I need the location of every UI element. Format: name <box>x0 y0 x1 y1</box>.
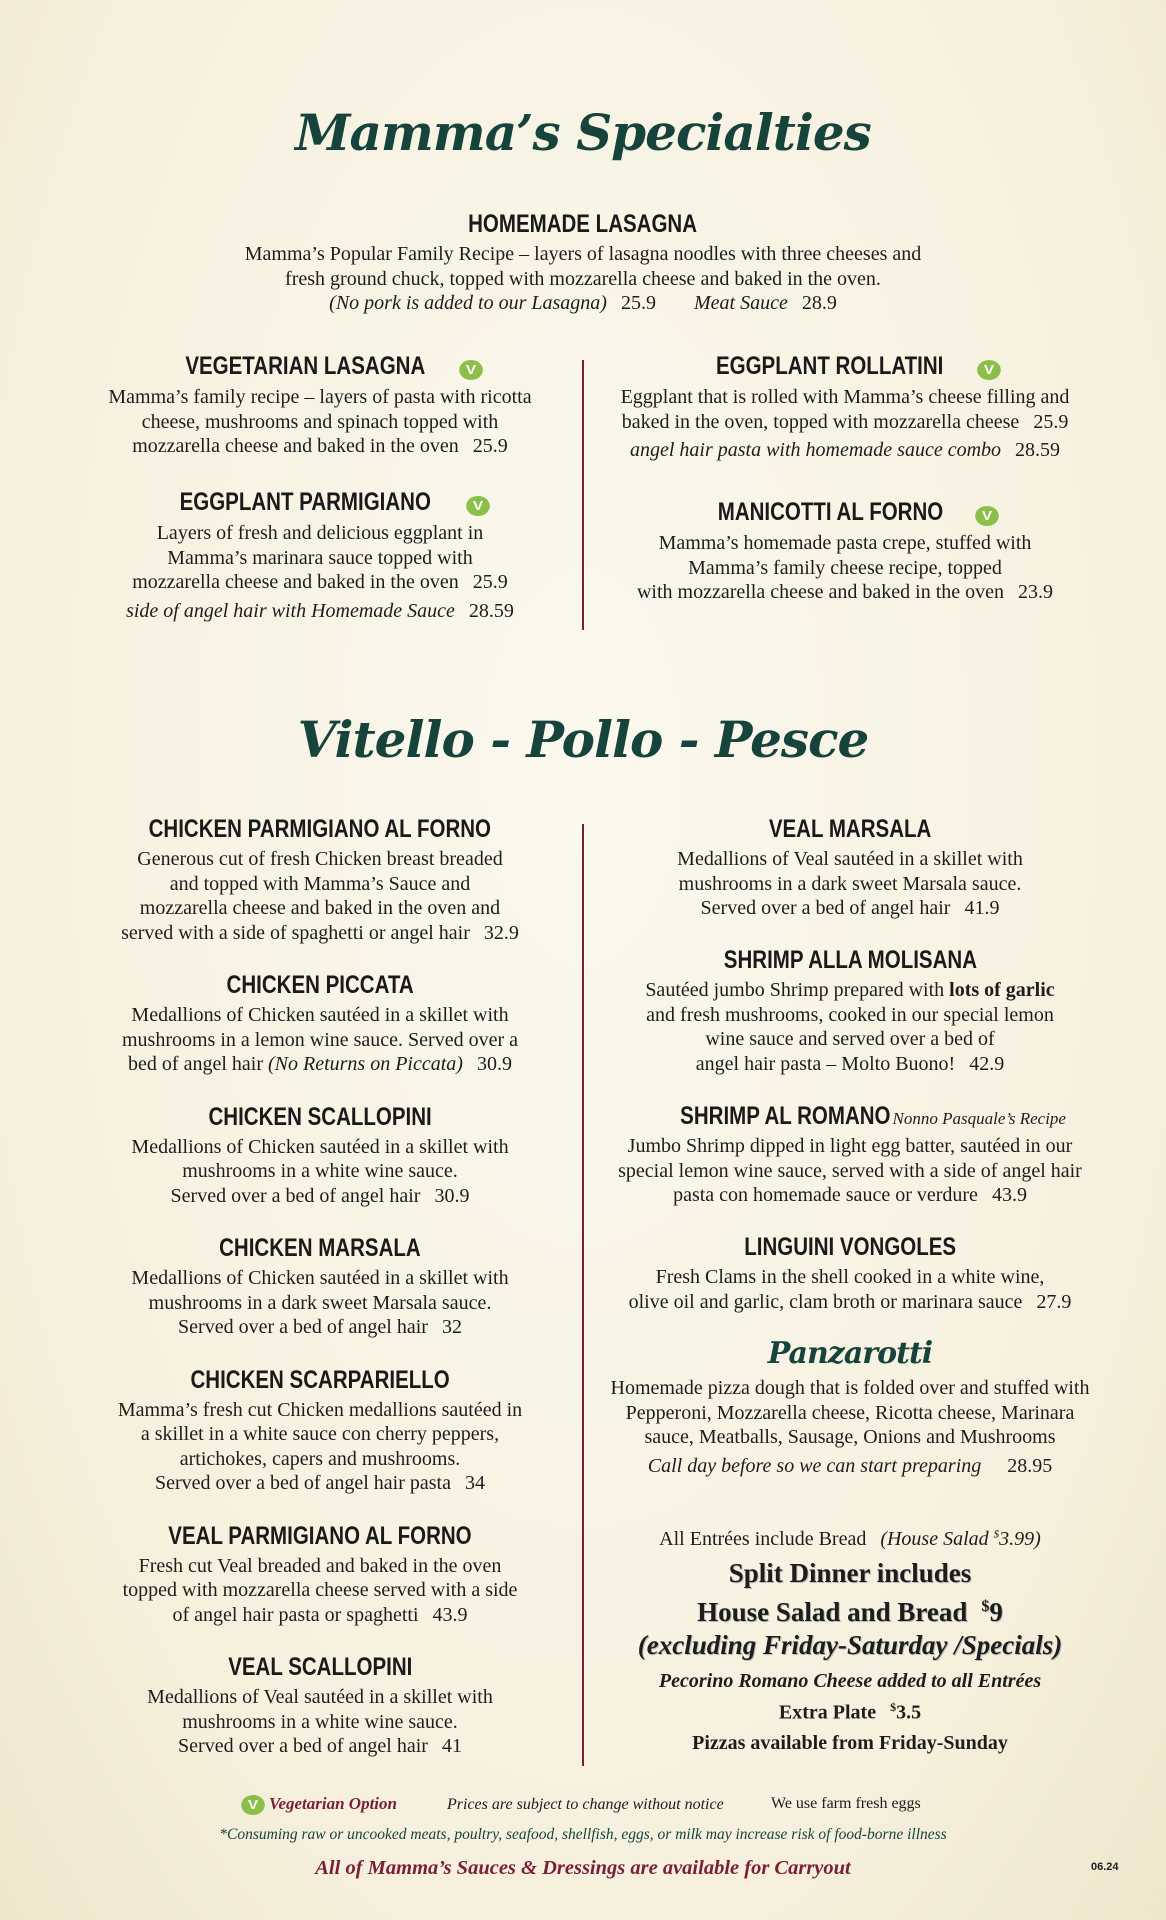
dish-name: SHRIMP ALLA MOLISANA <box>723 946 977 974</box>
menu-item <box>90 1366 550 1496</box>
dish-name: EGGPLANT ROLLATINI <box>716 352 944 380</box>
menu-item-shrimp-alla-molisana <box>608 946 1092 1076</box>
dish-description: Medallions of Chicken sautéed in a skillet with mushrooms in a white wine sauce. Served over a bed of angel hair 30.9 <box>131 1135 509 1207</box>
price: 25.9 <box>472 435 508 457</box>
dish-name: SHRIMP AL ROMANO <box>680 1102 891 1130</box>
dish-description: Medallions of Chicken sautéed in a skillet with mushrooms in a dark sweet Marsala sauce. Served over a bed of angel hair 32 <box>131 1267 509 1338</box>
vegetarian-icon: V <box>241 1795 265 1815</box>
price: 42.9 <box>969 1052 1005 1075</box>
dish-description: Medallions of Veal sautéed in a skillet with mushrooms in a white wine sauce. Served over a bed of angel hair 41 <box>147 1686 493 1757</box>
price: 34 <box>465 1472 485 1494</box>
menu-item-linguini-vongoles <box>608 1233 1092 1314</box>
date-code: 06.24 <box>1091 1861 1119 1873</box>
menu-item <box>90 1653 550 1759</box>
dish-name: MANICOTTI AL FORNO <box>717 498 943 526</box>
extra-plate: Extra Plate $3.5 <box>778 1700 922 1724</box>
price: 23.9 <box>1018 581 1054 603</box>
dish-name: CHICKEN MARSALA <box>219 1234 421 1262</box>
price: 43.9 <box>432 1603 468 1626</box>
column-divider <box>582 360 584 630</box>
vegetarian-icon: V <box>466 496 490 516</box>
menu-item-homemade-lasagna <box>183 210 983 316</box>
menu-item-shrimp-al-romano <box>608 1102 1092 1208</box>
menu-item-manicotti-al-forno <box>600 498 1090 605</box>
dish-description: Layers of fresh and delicious eggplant in Mamma’s marinara sauce topped with mozzarella cheese and baked in the oven 25.9 side of angel hair with Homemade Sauce 28.59 <box>126 522 514 622</box>
section-title-vitello-pollo-pesce: Vitello - Pollo - Pesce <box>297 710 869 769</box>
menu-item <box>90 815 550 945</box>
dish-name: CHICKEN PICCATA <box>226 971 414 999</box>
food-safety-warning: *Consuming raw or uncooked meats, poultry, seafood, shellfish, eggs, or milk may increase risk of food-borne illness <box>219 1826 947 1843</box>
price: 30.9 <box>434 1184 470 1207</box>
vegetarian-legend-label: Vegetarian Option <box>269 1794 397 1813</box>
price: 28.59 <box>468 599 514 622</box>
eggs-note: We use farm fresh eggs <box>771 1795 921 1812</box>
panzarotti-title: Panzarotti <box>767 1336 933 1371</box>
column-divider <box>582 824 584 1766</box>
dish-description: Fresh cut Veal breaded and baked in the oven topped with mozzarella cheese served with a side of angel hair pasta or spaghetti 43.9 <box>122 1554 518 1626</box>
section-title-specialties: Mamma’s Specialties <box>295 103 871 162</box>
dish-description: Generous cut of fresh Chicken breast breaded and topped with Mamma’s Sauce and mozzarella cheese and baked in the oven and served with a side of spaghetti or angel hair 32.9 <box>121 848 519 944</box>
price: 41.9 <box>964 897 1000 919</box>
price: 30.9 <box>476 1053 512 1075</box>
vegetarian-legend <box>243 1794 397 1815</box>
dish-description: Sautéed jumbo Shrimp prepared with lots of garlic and fresh mushrooms, cooked in our special lemon wine sauce and served over a bed of angel hair pasta – Molto Buono! 42.9 <box>645 979 1055 1075</box>
dish-description: Eggplant that is rolled with Mamma’s cheese filling and baked in the oven, topped with mozzarella cheese 25.9 angel hair pasta with homemade sauce combo 28.59 <box>620 386 1070 461</box>
dish-name: CHICKEN SCARPARIELLO <box>190 1365 450 1394</box>
menu-item <box>90 1522 550 1628</box>
dish-name: CHICKEN PARMIGIANO AL FORNO <box>148 815 492 843</box>
dish-name: CHICKEN SCALLOPINI <box>208 1102 432 1131</box>
dish-name: HOMEMADE LASAGNA <box>468 210 698 238</box>
menu-item <box>90 1103 550 1209</box>
menu-item-panzarotti <box>608 1336 1092 1478</box>
entree-info <box>608 1528 1092 1755</box>
vegetarian-icon: V <box>977 360 1001 380</box>
dish-name: LINGUINI VONGOLES <box>744 1233 956 1261</box>
dish-name: VEAL MARSALA <box>768 815 932 843</box>
menu-item <box>90 971 550 1077</box>
vegetarian-icon: V <box>459 360 483 380</box>
price: 41 <box>441 1735 462 1757</box>
pizza-note: Pizzas available from Friday-Sunday <box>692 1731 1008 1754</box>
dish-description: Mamma’s homemade pasta crepe, stuffed with Mamma’s family cheese recipe, topped with mozzarella cheese and baked in the oven 23.9 <box>636 532 1054 603</box>
prices-note: Prices are subject to change without notice <box>447 1796 724 1813</box>
price: 25.9 <box>472 571 508 593</box>
dish-description: Homemade pizza dough that is folded over and stuffed with Pepperoni, Mozzarella cheese, Ricotta cheese, Marinara sauce, Meatballs, Sausage, Onions and Mushrooms Call day before so we can start preparing 28.95 <box>610 1377 1090 1477</box>
menu-item <box>90 1234 550 1340</box>
menu-item-eggplant-rollatini <box>600 352 1090 463</box>
dish-description: Medallions of Veal sautéed in a skillet with mushrooms in a dark sweet Marsala sauce. Served over a bed of angel hair 41.9 <box>677 848 1023 919</box>
price: 32.9 <box>483 921 519 944</box>
price: 32 <box>441 1316 462 1338</box>
bread-note: All Entrées include Bread (House Salad $3.99) <box>659 1528 1041 1550</box>
dish-name: VEGETARIAN LASAGNA <box>185 352 425 380</box>
menu-item-eggplant-parmigiano <box>95 488 545 623</box>
price: 28.59 <box>1015 439 1061 461</box>
pecorino-note: Pecorino Romano Cheese added to all Entrées <box>658 1670 1042 1692</box>
dish-description: Mamma’s family recipe – layers of pasta with ricotta cheese, mushrooms and spinach topped with mozzarella cheese and baked in the oven 25.9 <box>108 386 532 457</box>
split-dinner: Split Dinner includes House Salad and Bread $9 (excluding Friday-Saturday /Specials) <box>637 1558 1063 1660</box>
price: 27.9 <box>1036 1290 1072 1313</box>
price: 25.9 <box>620 292 656 314</box>
dish-name: VEAL SCALLOPINI <box>227 1653 413 1681</box>
price: 28.95 <box>1007 1454 1053 1477</box>
dish-name: VEAL PARMIGIANO AL FORNO <box>168 1521 472 1550</box>
menu-item-veal-marsala <box>608 815 1092 921</box>
dish-description: Mamma’s Popular Family Recipe – layers of lasagna noodles with three cheeses and fresh ground chuck, topped with mozzarella cheese and baked in the oven. (No pork is added to our Lasagna) 25.9 Meat Sauce 28.9 <box>244 243 922 314</box>
dish-description: Jumbo Shrimp dipped in light egg batter, sautéed in our special lemon wine sauce, served with a side of angel hair pasta con homemade sauce or verdure 43.9 <box>618 1135 1082 1206</box>
price: 43.9 <box>991 1184 1027 1206</box>
price: 25.9 <box>1033 410 1069 433</box>
dish-description: Fresh Clams in the shell cooked in a white wine, olive oil and garlic, clam broth or marinara sauce 27.9 <box>628 1266 1072 1313</box>
recipe-note: Nonno Pasquale’s Recipe <box>892 1109 1066 1128</box>
dish-description: Medallions of Chicken sautéed in a skillet with mushrooms in a lemon wine sauce. Served over a bed of angel hair (No Returns on Piccata) 30.9 <box>121 1004 518 1075</box>
dish-name: EGGPLANT PARMIGIANO <box>179 488 431 516</box>
dish-description: Mamma’s fresh cut Chicken medallions sautéed in a skillet in a white sauce con cherry peppers, artichokes, capers and mushrooms. Served over a bed of angel hair pasta 34 <box>117 1398 523 1494</box>
vegetarian-icon: V <box>976 506 1000 526</box>
price: 28.9 <box>801 292 837 314</box>
menu-item-vegetarian-lasagna <box>95 352 545 459</box>
entree-list-left <box>90 815 550 1759</box>
carryout-note: All of Mamma’s Sauces & Dressings are available for Carryout <box>315 1857 851 1879</box>
